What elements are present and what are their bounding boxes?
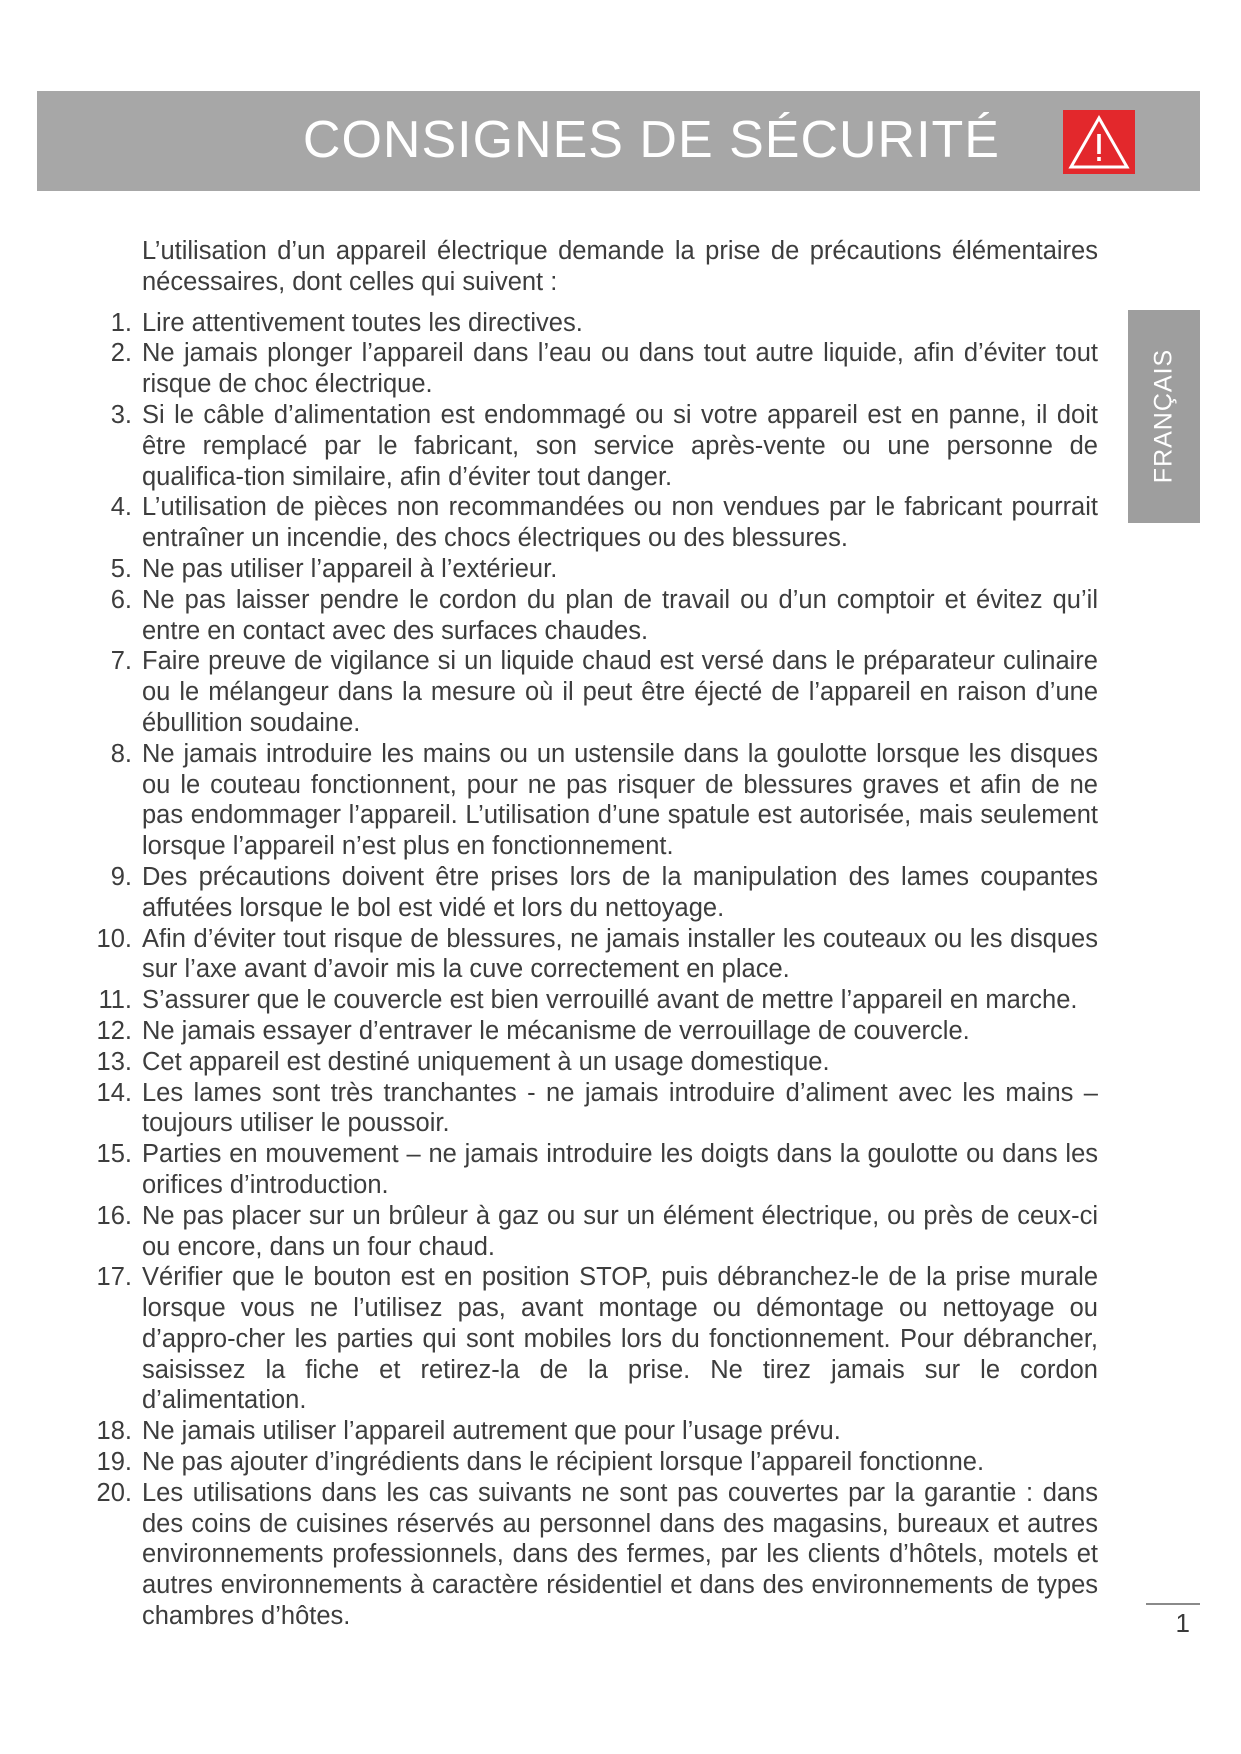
list-item [94,646,1098,738]
rule-number: 6. [110,585,132,614]
rule-number: 20. [96,1478,132,1507]
list-item [94,924,1098,986]
rule-text: Ne jamais utiliser l’appareil autrement que pour l’usage prévu. [142,1417,841,1446]
list-item [94,1016,1098,1047]
rule-text: Afin d’éviter tout risque de blessures, ne jamais installer les couteaux ou les disques sur l’axe avant d’avoir mis la cuve correctement en place. [142,924,1098,984]
rule-number: 17. [96,1263,132,1292]
rule-number: 19. [96,1448,132,1477]
warning-triangle-icon [1063,110,1135,174]
rule-number: 5. [110,554,132,583]
language-tab [1128,310,1200,523]
safety-instructions [94,236,1098,1632]
list-item [94,1262,1098,1416]
list-item [94,1478,1098,1632]
page-number: 1 [1175,1608,1190,1638]
rule-number: 13. [96,1047,132,1076]
rule-text: Lire attentivement toutes les directives. [142,308,583,337]
rule-text: Ne pas utiliser l’appareil à l’extérieur. [142,554,558,583]
list-item [94,338,1098,400]
rule-text: Ne pas laisser pendre le cordon du plan de travail ou d’un comptoir et évitez qu’il entre en contact avec des surfaces chaudes. [142,585,1098,645]
rule-text: Vérifier que le bouton est en position STOP, puis débranchez-le de la prise murale lorsque vous ne l’utilisez pas, avant montage ou démontage ou nettoyage ou d’appro-cher les parties qui sont mobiles lors du fonctionnement. Pour débrancher, saisissez la fiche et retirez-la de la prise. Ne tirez jamais sur le cordon d’alimentation. [142,1263,1098,1415]
footer-divider [1146,1603,1200,1605]
rule-number: 2. [110,339,132,368]
list-item [94,400,1098,492]
rule-text: Faire preuve de vigilance si un liquide chaud est versé dans le préparateur culinaire ou le mélangeur dans la mesure où il peut être éjecté de l’appareil en raison d’une ébullition soudaine. [142,647,1098,737]
rule-number: 10. [96,924,132,953]
rule-text: Ne jamais plonger l’appareil dans l’eau ou dans tout autre liquide, afin d’éviter tout risque de choc électrique. [142,339,1098,399]
rule-text: Si le câble d’alimentation est endommagé ou si votre appareil est en panne, il doit être remplacé par le fabricant, son service après-vente ou une personne de qualifica-tion similaire, afin d’éviter tout danger. [142,400,1098,491]
language-label: FRANÇAIS [1149,348,1178,484]
list-item [94,1416,1098,1447]
rules-list [94,308,1098,1632]
list-item [94,1139,1098,1201]
list-item [94,1078,1098,1140]
rule-number: 9. [110,862,132,891]
rule-text: Les utilisations dans les cas suivants ne sont pas couvertes par la garantie : dans des coins de cuisines réservés au personnel dans des magasins, bureaux et autres environnements professionnels, dans des fermes, par les clients d’hôtels, motels et autres environnements à caractère résidentiel et dans des environnements de types chambres d’hôtes. [142,1478,1098,1631]
list-item [94,739,1098,862]
rule-number: 3. [110,400,132,429]
rule-text: Des précautions doivent être prises lors de la manipulation des lames coupantes affutées lorsque le bol est vidé et lors du nettoyage. [142,862,1098,922]
rule-text: Ne pas placer sur un brûleur à gaz ou sur un élément électrique, ou près de ceux-ci ou encore, dans un four chaud. [142,1201,1098,1261]
rule-text: L’utilisation de pièces non recommandées ou non vendues par le fabricant pourrait entraîner un incendie, des chocs électriques ou des blessures. [142,493,1098,553]
rule-number: 11. [98,986,132,1015]
list-item [94,1047,1098,1078]
rule-number: 4. [110,493,132,522]
intro-paragraph: L’utilisation d’un appareil électrique demande la prise de précautions élémentaires nécessaires, dont celles qui suivent : [142,237,1098,296]
list-item [94,492,1098,554]
rule-text: Parties en mouvement – ne jamais introduire les doigts dans la goulotte ou dans les orifices d’introduction. [142,1140,1098,1199]
rule-text: Les lames sont très tranchantes - ne jamais introduire d’aliment avec les mains – toujours utiliser le poussoir. [142,1078,1098,1138]
rule-text: Ne jamais introduire les mains ou un ustensile dans la goulotte lorsque les disques ou le couteau fonctionnent, pour ne pas risquer de blessures graves et afin de ne pas endommager l’appareil. L’utilisation d’une spatule est autorisée, mais seulement lorsque l’appareil n’est plus en fonctionnement. [142,739,1098,861]
list-item [94,554,1098,585]
list-item [94,862,1098,924]
list-item [94,585,1098,647]
rule-text: Ne pas ajouter d’ingrédients dans le récipient lorsque l’appareil fonctionne. [142,1448,985,1477]
rule-text: S’assurer que le couvercle est bien verrouillé avant de mettre l’appareil en marche. [142,986,1078,1015]
list-item [94,985,1098,1016]
rule-number: 1. [110,308,132,337]
list-item [94,308,1098,339]
rule-number: 8. [110,739,132,768]
rule-number: 16. [96,1201,132,1230]
list-item [94,1201,1098,1263]
page-title: CONSIGNES DE SÉCURITÉ [302,111,1000,169]
rule-text: Ne jamais essayer d’entraver le mécanisme de verrouillage de couvercle. [142,1016,970,1045]
rule-number: 18. [96,1417,132,1446]
rule-number: 7. [110,647,132,676]
list-item [94,1447,1098,1478]
rule-number: 12. [96,1016,132,1045]
rule-number: 15. [96,1140,132,1169]
rule-number: 14. [96,1078,132,1107]
rule-text: Cet appareil est destiné uniquement à un usage domestique. [142,1047,830,1076]
header-bar [37,91,1200,191]
